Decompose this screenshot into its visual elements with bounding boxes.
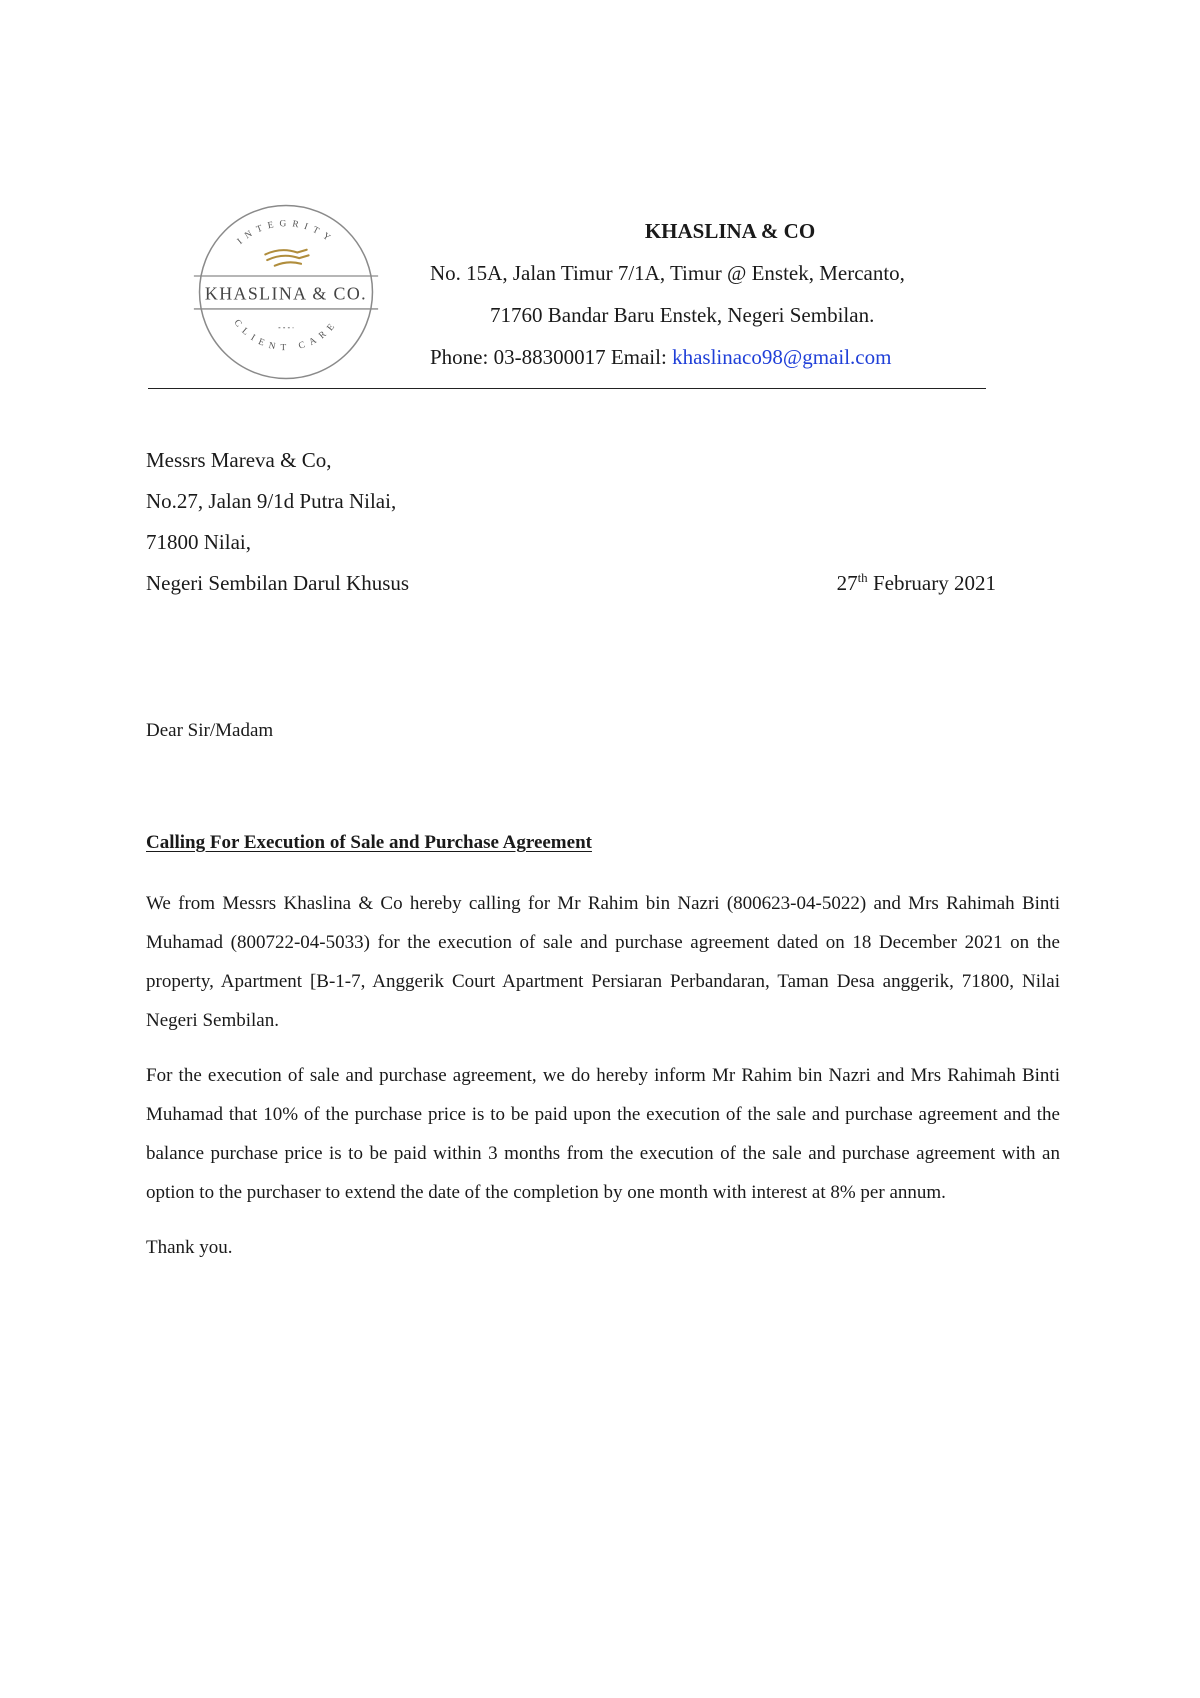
address-line-2: 71760 Bandar Baru Enstek, Negeri Sembilan. — [490, 303, 875, 327]
recipient-address — [146, 440, 996, 604]
salutation: Dear Sir/Madam — [146, 720, 274, 741]
date-day: 27 — [836, 571, 858, 595]
date-suffix: th — [857, 570, 868, 585]
letter-subject: Calling For Execution of Sale and Purchase Agreement — [146, 832, 592, 853]
date-rest: February 2021 — [867, 571, 996, 595]
closing-line: Thank you. — [146, 1237, 233, 1258]
letter-body — [146, 884, 1060, 1283]
recipient-line-4: Negeri Sembilan Darul Khusus — [146, 571, 410, 595]
logo-wordmark: KHASLINA & CO. — [204, 283, 368, 304]
recipient-line-1: Messrs Mareva & Co, — [146, 448, 332, 472]
email-link[interactable]: khaslinaco98@gmail.com — [672, 345, 892, 369]
company-name: KHASLINA & CO — [644, 219, 816, 243]
letterhead-divider — [148, 388, 986, 389]
address-line-1: No. 15A, Jalan Timur 7/1A, Timur @ Enstek, Mercanto, — [430, 261, 905, 285]
logo-top-arc-text: INTEGRITY — [235, 219, 337, 247]
letter-date — [837, 563, 996, 604]
body-paragraph-1: We from Messrs Khaslina & Co hereby calling for Mr Rahim bin Nazri (800623-04-5022) and Mrs Rahimah Binti Muhamad (800722-04-5033) for the execution of sale and purchase agreement dated on 18 December 2021 on the property, Apartment [B-1-7, Anggerik Court Apartment Persiaran Perbandaran, Taman Desa anggerik, 71800, Nilai Negeri Sembilan. — [146, 893, 1060, 1031]
body-paragraph-2: For the execution of sale and purchase agreement, we do hereby inform Mr Rahim bin Nazri and Mrs Rahimah Binti Muhamad that 10% of the purchase price is to be paid upon the execution of the sale and purchase agreement and the balance purchase price is to be paid within 3 months from the execution of the sale and purchase agreement with an option to the purchaser to extend the date of the completion by one month with interest at 8% per annum. — [146, 1065, 1060, 1203]
khaslina-logo-seal-icon — [192, 198, 380, 386]
recipient-line-2: No.27, Jalan 9/1d Putra Nilai, — [146, 489, 397, 513]
contact-line — [420, 336, 1000, 378]
phone-label: Phone: 03-88300017 Email: — [430, 345, 673, 369]
recipient-line-3: 71800 Nilai, — [146, 530, 251, 554]
letterhead-details — [420, 210, 1000, 378]
logo-emblem-icon — [265, 250, 308, 266]
logo-bottom-arc-text: CLIENT CARE — [231, 317, 341, 354]
company-logo — [192, 198, 380, 386]
